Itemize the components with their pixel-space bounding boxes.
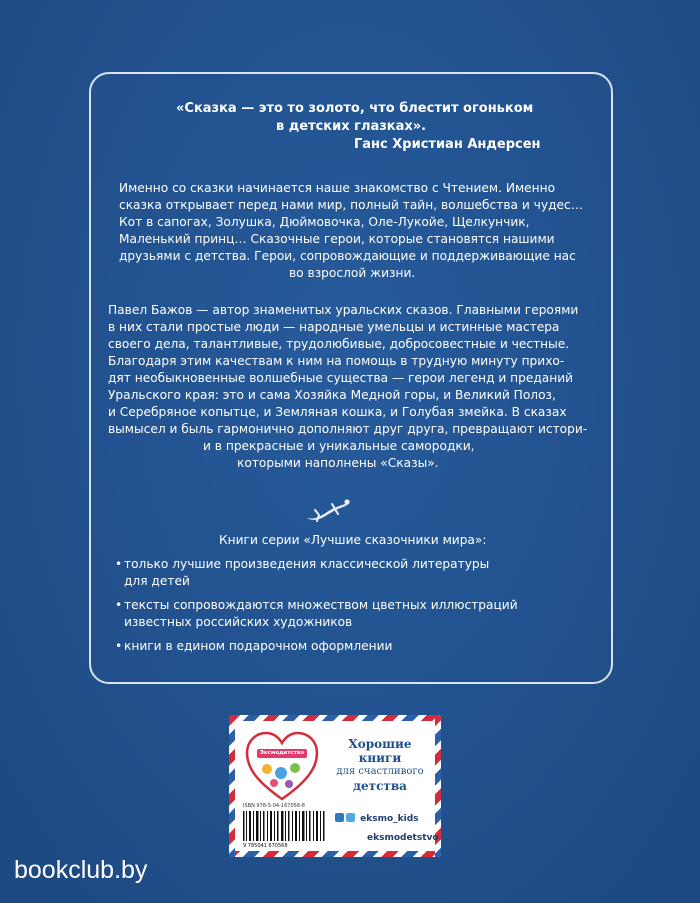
airmail-border-top xyxy=(229,715,441,721)
bullet-2-line-2: известных российских художников xyxy=(124,615,353,629)
tagline-line-2: книги xyxy=(358,751,402,765)
tagline-line-4: детства xyxy=(353,779,407,793)
paragraph-1-line: Именно со сказки начинается наше знакомство с Чтением. Именно xyxy=(119,181,556,195)
heart-logo-label: Эксмодетство xyxy=(259,750,305,756)
bookclub-watermark: bookclub.by xyxy=(14,856,148,884)
social-handle-1-text: eksmo_kids xyxy=(360,814,419,824)
paragraph-2-line: Благодаря этим качествам к ним на помощь в трудную минуту прихо- xyxy=(108,354,565,368)
paragraph-1-line: Маленький принц… Сказочные герои, которые становятся нашими xyxy=(119,232,555,246)
bullet-3-dot: • xyxy=(115,639,123,653)
paragraph-2-line: своего дела, талантливые, трудолюбивые, добросовестные и честные. xyxy=(108,337,570,351)
paragraph-1-line: Кот в сапогах, Золушка, Дюймовочка, Оле-Лукойе, Щелкунчик, xyxy=(119,215,530,229)
bullet-1-line-1: только лучшие произведения классической литературы xyxy=(124,557,490,571)
isbn-text: ISBN 978-5-04-167056-8 xyxy=(243,803,305,809)
paragraph-1-line: во взрослой жизни. xyxy=(289,266,416,280)
lizard-icon xyxy=(305,496,351,524)
bullet-2-line-1: тексты сопровождаются множеством цветных иллюстраций xyxy=(124,598,518,612)
paragraph-2-line: дят необыкновенные волшебные существа — герои легенд и преданий xyxy=(108,371,574,385)
bullet-2-dot: • xyxy=(115,598,123,612)
social-handle-2: eksmodetstvo xyxy=(367,833,439,843)
paragraph-1-line: друзьями с детства. Герои, сопровождающие и поддерживающие нас xyxy=(119,249,576,263)
series-heading: Книги серии «Лучшие сказочники мира»: xyxy=(219,533,487,547)
paragraph-2-line: Уральского края: это и сама Хозяйка Медной горы, и Великий Полоз, xyxy=(108,388,556,402)
paragraph-1-line: сказка открывает перед нами мир, полный тайн, волшебства и чудес… xyxy=(119,198,583,212)
telegram-icon xyxy=(346,813,355,822)
social-handle-1 xyxy=(335,813,419,824)
paragraph-2-line: которыми наполнены «Сказы». xyxy=(237,456,439,470)
paragraph-2-line: в них стали простые люди — народные умельцы и истинные мастера xyxy=(108,320,560,334)
postcard-tagline xyxy=(327,737,433,793)
paragraph-2-line: и Серебряное копытце, и Земляная кошка, и Голубая змейка. В сказах xyxy=(108,405,567,419)
paragraph-2-line: Павел Бажов — автор знаменитых уральских сказов. Главными героями xyxy=(108,303,579,317)
airmail-border-left xyxy=(229,715,235,857)
vk-icon xyxy=(335,813,344,822)
paragraph-2-line: и в прекрасные и уникальные самородки, xyxy=(203,439,475,453)
bullet-3-line-1: книги в едином подарочном оформлении xyxy=(124,639,393,653)
bullet-1-line-2: для детей xyxy=(124,574,190,588)
epigraph-author: Ганс Христиан Андерсен xyxy=(354,137,541,152)
barcode-digits: 9 785041 670568 xyxy=(243,843,288,849)
paragraph-2-line: вымысел и быль гармонично дополняют друг друга, превращают истори- xyxy=(108,422,588,436)
tagline-line-3: для счастливого xyxy=(336,766,424,777)
tagline-line-1: Хорошие xyxy=(348,737,412,751)
epigraph-line-2: в детских глазках». xyxy=(276,119,427,134)
heart-logo-icon xyxy=(243,727,321,805)
epigraph-line-1: «Сказка — это то золото, что блестит огоньком xyxy=(176,101,534,116)
airmail-border-bottom xyxy=(229,851,441,857)
publisher-postcard xyxy=(229,715,441,857)
bullet-1-dot: • xyxy=(115,557,123,571)
